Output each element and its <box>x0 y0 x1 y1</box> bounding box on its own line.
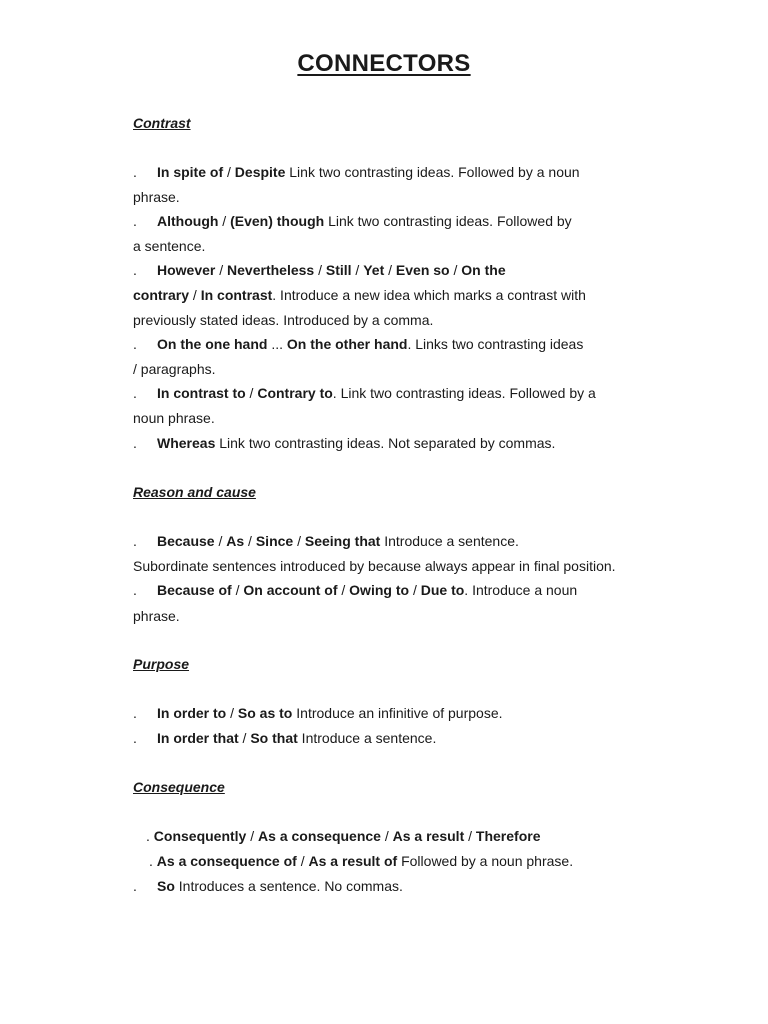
reason-item-2: Because of / On account of / Owing to / Due to. Introduce a noun <box>157 582 578 598</box>
purpose-item-1: In order to / So as to Introduce an infinitive of purpose. <box>157 705 503 721</box>
bullet: . <box>133 533 137 549</box>
bullet: . <box>133 705 137 721</box>
contrast-item-1: In spite of / Despite Link two contrasting ideas. Followed by a noun <box>157 164 580 180</box>
reason-item-1: Because / As / Since / Seeing that Introduce a sentence. <box>157 533 519 549</box>
contrast-item-6: Whereas Link two contrasting ideas. Not separated by commas. <box>157 435 556 451</box>
bullet: . <box>133 878 137 894</box>
bullet: . <box>133 336 137 352</box>
consequence-item-2: . As a consequence of / As a result of Followed by a noun phrase. <box>149 853 574 869</box>
bullet: . <box>133 730 137 746</box>
bullet: . <box>133 385 137 401</box>
contrast-item-4-cont: / paragraphs. <box>133 361 216 377</box>
bullet: . <box>133 582 137 598</box>
consequence-item-3: So Introduces a sentence. No commas. <box>157 878 403 894</box>
contrast-item-5-cont: noun phrase. <box>133 410 215 426</box>
heading-contrast: Contrast <box>133 115 191 131</box>
reason-item-1-cont: Subordinate sentences introduced by because always appear in final position. <box>133 558 616 574</box>
contrast-item-5: In contrast to / Contrary to. Link two contrasting ideas. Followed by a <box>157 385 596 401</box>
heading-consequence: Consequence <box>133 779 225 795</box>
bullet: . <box>133 164 137 180</box>
bullet: . <box>133 435 137 451</box>
page-title: CONNECTORS <box>297 50 471 77</box>
heading-reason: Reason and cause <box>133 484 256 500</box>
contrast-item-2: Although / (Even) though Link two contrasting ideas. Followed by <box>157 213 572 229</box>
contrast-item-3-cont: contrary / In contrast. Introduce a new idea which marks a contrast with <box>133 287 586 303</box>
bullet: . <box>133 262 137 278</box>
purpose-item-2: In order that / So that Introduce a sentence. <box>157 730 437 746</box>
contrast-item-1-cont: phrase. <box>133 189 180 205</box>
contrast-item-4: On the one hand ... On the other hand. Links two contrasting ideas <box>157 336 584 352</box>
contrast-item-3: However / Nevertheless / Still / Yet / Even so / On the <box>157 262 506 278</box>
heading-purpose: Purpose <box>133 656 190 672</box>
reason-item-2-cont: phrase. <box>133 608 180 624</box>
consequence-item-1: . Consequently / As a consequence / As a result / Therefore <box>146 828 541 844</box>
bullet: . <box>133 213 137 229</box>
contrast-item-2-cont: a sentence. <box>133 238 206 254</box>
contrast-item-3-cont2: previously stated ideas. Introduced by a comma. <box>133 312 434 328</box>
